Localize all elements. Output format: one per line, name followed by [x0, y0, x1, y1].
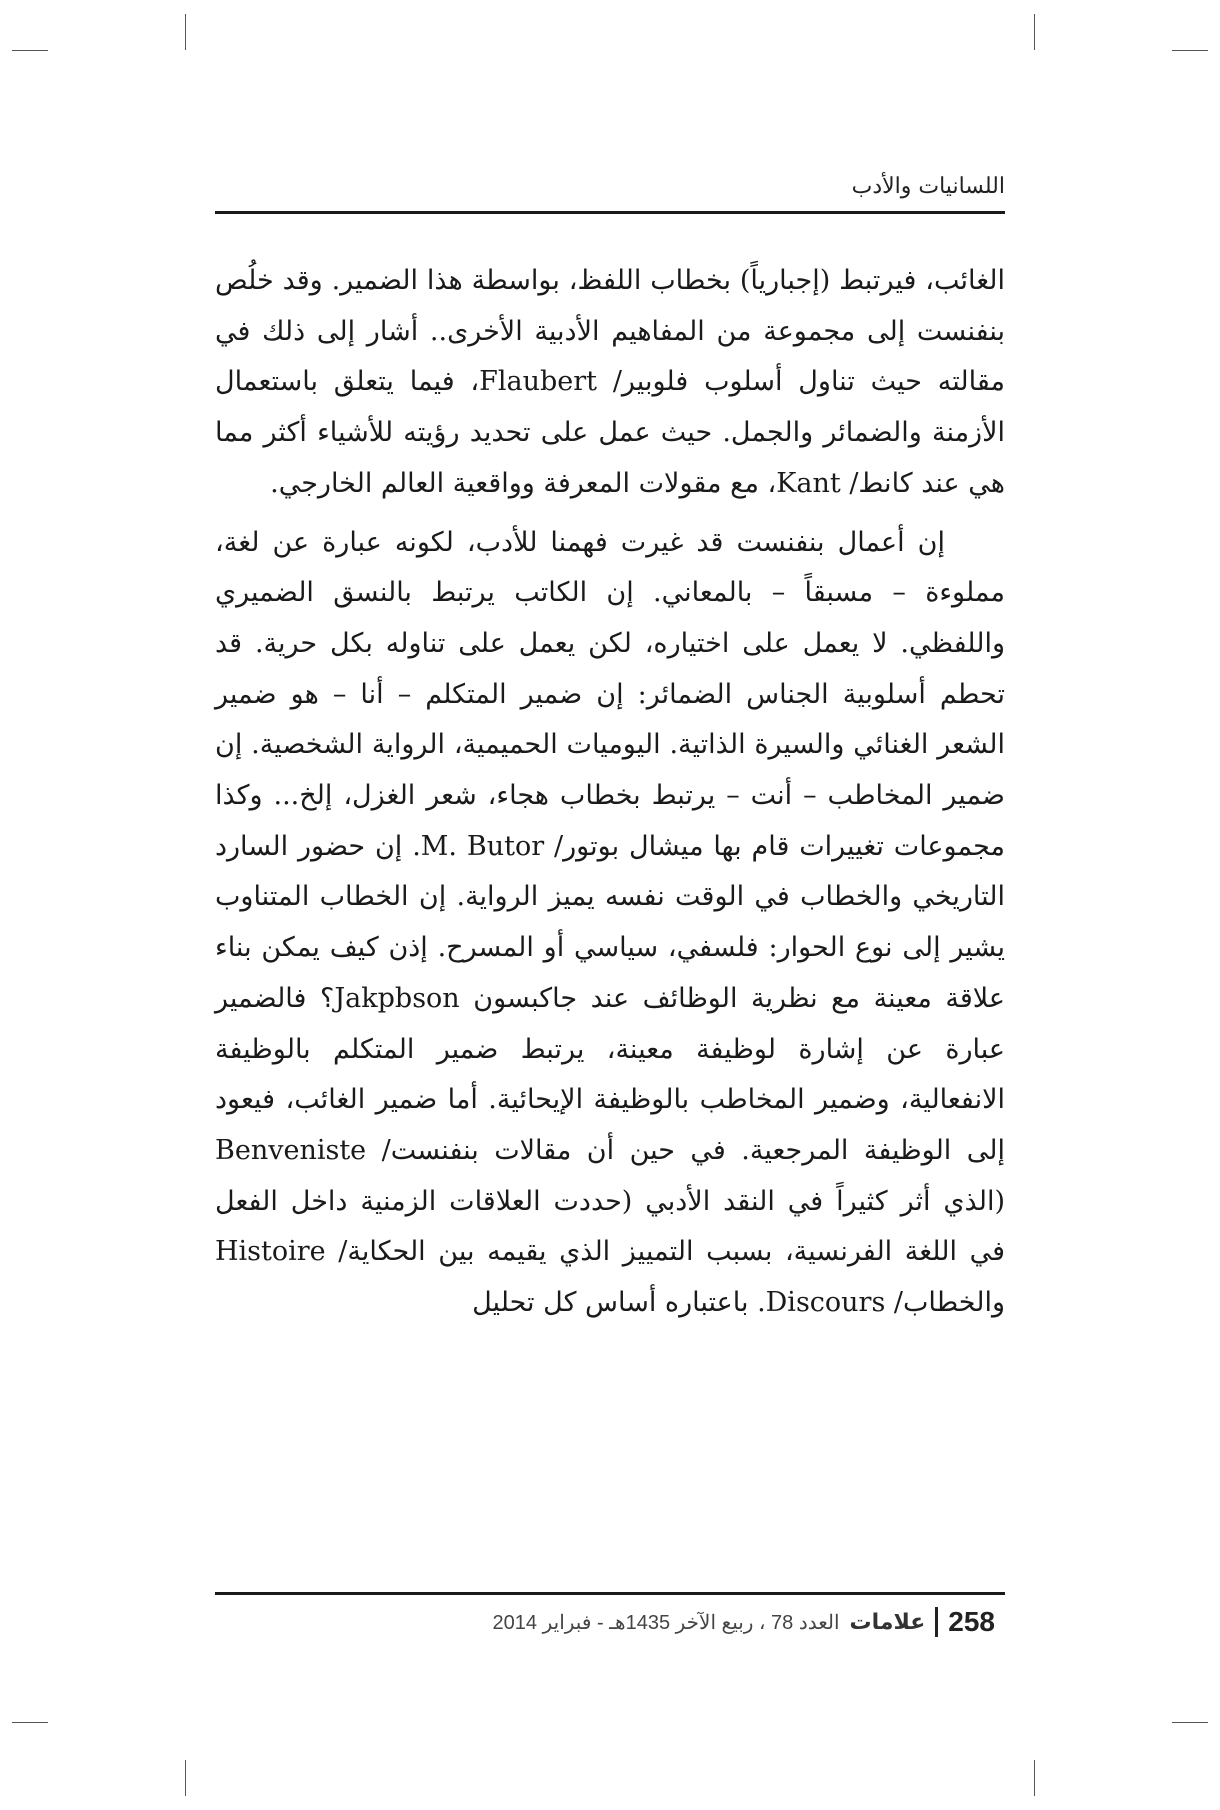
crop-mark — [1034, 1760, 1035, 1796]
crop-mark — [1172, 50, 1208, 51]
crop-mark — [185, 14, 186, 50]
crop-mark — [12, 1722, 48, 1723]
crop-mark — [12, 50, 48, 51]
body-paragraph: إن أعمال بنفنست قد غيرت فهمنا للأدب، لكونه عبارة عن لغة، مملوءة – مسبقاً – بالمعاني. إن الكاتب يرتبط بالنسق الضميري واللفظي. لا يعمل على اختياره، لكن يعمل على تناوله بكل حرية. قد تحطم أسلوبية الجناس الضمائر: إن ضمير المتكلم – أنا – هو ضمير الشعر الغنائي والسيرة الذاتية. اليوميات الحميمية، الرواية الشخصية. إن ضمير المخاطب – أنت – يرتبط بخطاب هجاء، شعر الغزل، إلخ... وكذا مجموعات تغييرات قام بها ميشال بوتور/ M. Butor. إن حضور السارد التاريخي والخطاب في الوقت نفسه يميز الرواية. إن الخطاب المتناوب يشير إلى نوع الحوار: فلسفي، سياسي أو المسرح. إذن كيف يمكن بناء علاقة معينة مع نظرية الوظائف عند جاكبسون Jakpbson؟ فالضمير عبارة عن إشارة لوظيفة معينة، يرتبط ضمير المتكلم بالوظيفة الانفعالية، وضمير المخاطب بالوظيفة الإيحائية. أما ضمير الغائب، فيعود إلى الوظيفة المرجعية. في حين أن مقالات بنفنست/ Benveniste (الذي أثر كثيراً في النقد الأدبي (حددت العلاقات الزمنية داخل الفعل في اللغة الفرنسية، بسبب التمييز الذي يقيمه بين الحكاية/ Histoire والخطاب/ Discours. باعتباره أساس كل تحليل — [215, 526, 1006, 1319]
header-rule — [215, 211, 1005, 214]
crop-mark — [1034, 14, 1035, 50]
page-footer — [215, 1592, 1005, 1638]
running-header — [215, 170, 1005, 214]
journal-logo: علامات — [849, 1609, 926, 1635]
crop-mark — [1172, 1722, 1208, 1723]
running-title: اللسانيات والأدب — [851, 174, 1005, 199]
issue-info: العدد 78 ، ربيع الآخر 1435هـ - فبراير 2014 — [492, 1611, 840, 1634]
body-paragraph: الغائب، فيرتبط (إجبارياً) بخطاب اللفظ، بواسطة هذا الضمير. وقد خلُص بنفنست إلى مجموعة من المفاهيم الأدبية الأخرى.. أشار إلى ذلك في مقالته حيث تناول أسلوب فلوبير/ Flaubert، فيما يتعلق باستعمال الأزمنة والضمائر والجمل. حيث عمل على تحديد رؤيته للأشياء أكثر مما هي عند كانط/ Kant، مع مقولات المعرفة وواقعية العالم الخارجي. — [215, 265, 1005, 499]
crop-mark — [185, 1760, 186, 1796]
page-number: 258 — [948, 1606, 995, 1637]
footer-divider — [935, 1607, 938, 1637]
footer-rule — [215, 1592, 1005, 1595]
article-body — [215, 256, 1005, 1329]
footer-line — [493, 1606, 995, 1638]
